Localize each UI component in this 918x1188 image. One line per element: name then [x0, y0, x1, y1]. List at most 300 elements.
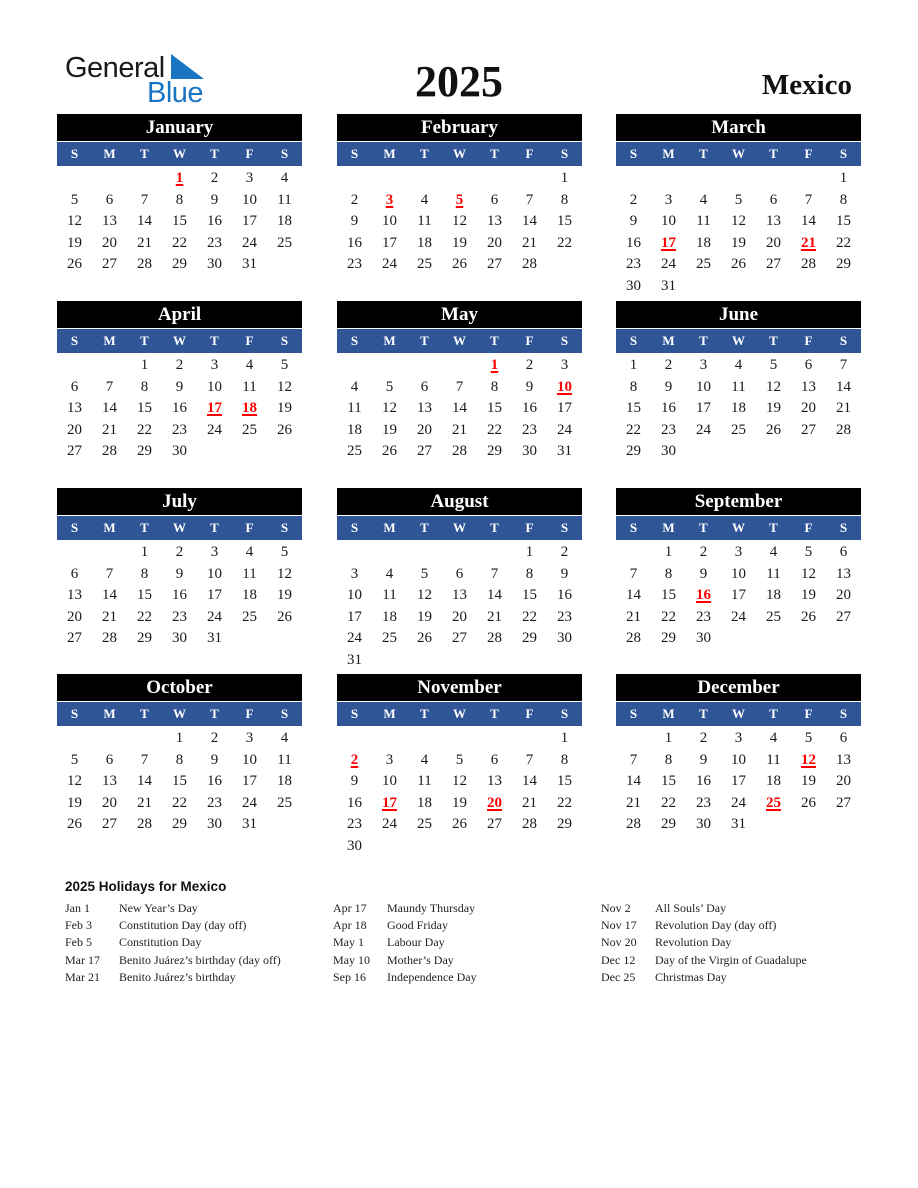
holiday-name: Revolution Day (day off) [655, 918, 777, 933]
day-cell: 23 [172, 421, 187, 438]
day-cell: 9 [350, 773, 359, 790]
day-cell: 19 [67, 794, 82, 811]
day-cell: 7 [490, 565, 499, 582]
day-cell: 17 [242, 213, 257, 230]
holiday-column [65, 900, 281, 986]
day-cell: 22 [557, 234, 572, 251]
day-cell: 25 [242, 421, 257, 438]
weekday-label: T [699, 146, 708, 161]
day-cell: 27 [417, 443, 432, 460]
day-cell: 16 [207, 213, 222, 230]
day-cell: 12 [731, 213, 746, 230]
day-cell: 10 [731, 565, 746, 582]
empty-cell [92, 168, 127, 190]
holiday-day-cell: 10 [557, 378, 572, 395]
day-cell: 6 [490, 191, 499, 208]
day-cell: 25 [417, 816, 432, 833]
day-cell: 27 [102, 256, 117, 273]
day-cell: 25 [242, 608, 257, 625]
month-title: February [337, 114, 582, 141]
day-cell: 18 [347, 421, 362, 438]
day-cell: 13 [801, 378, 816, 395]
holiday-name: Christmas Day [655, 969, 727, 984]
day-cell: 29 [661, 816, 676, 833]
empty-cell [127, 728, 162, 750]
empty-cell [756, 168, 791, 190]
day-cell: 20 [836, 587, 851, 604]
day-cell: 9 [525, 378, 534, 395]
day-cell: 4 [245, 544, 254, 560]
day-cell: 2 [175, 544, 184, 560]
month-title: April [57, 301, 302, 328]
day-cell: 27 [487, 256, 502, 273]
empty-cell [407, 168, 442, 190]
day-cell: 26 [67, 816, 82, 833]
holiday-name: Benito Juárez’s birthday (day off) [119, 952, 281, 967]
holiday-name: Good Friday [387, 918, 448, 933]
day-cell: 10 [382, 773, 397, 790]
day-cell: 3 [350, 565, 359, 582]
day-cell: 14 [522, 773, 537, 790]
day-cell: 19 [277, 587, 292, 604]
weekday-label: S [560, 333, 569, 348]
weekday-label: F [245, 333, 254, 348]
holiday-date: Feb 3 [65, 918, 92, 933]
day-cell: 7 [140, 751, 149, 768]
day-cell: 21 [452, 421, 467, 438]
weekday-label: S [70, 333, 79, 348]
empty-cell [686, 168, 721, 190]
day-cell: 16 [207, 773, 222, 790]
day-cell: 22 [661, 794, 676, 811]
day-cell: 26 [452, 256, 467, 273]
holiday-day-cell: 18 [242, 400, 257, 417]
day-cell: 23 [172, 608, 187, 625]
day-cell: 4 [734, 357, 743, 373]
day-cell: 4 [350, 378, 359, 395]
holiday-day-cell: 3 [385, 191, 394, 208]
day-grid [57, 168, 302, 276]
day-cell: 27 [801, 421, 816, 438]
day-cell: 28 [487, 630, 502, 647]
day-cell: 14 [801, 213, 816, 230]
holiday-row [333, 934, 477, 951]
day-cell: 29 [137, 443, 152, 460]
day-cell: 6 [804, 357, 813, 373]
day-cell: 31 [242, 256, 257, 273]
day-grid [616, 168, 861, 298]
holiday-date: Nov 17 [601, 918, 637, 933]
weekday-label: T [769, 520, 778, 535]
holiday-date: Dec 25 [601, 969, 636, 984]
holiday-row [333, 952, 477, 969]
weekday-label: S [560, 706, 569, 721]
day-cell: 9 [699, 751, 708, 768]
weekday-label: T [210, 146, 219, 161]
day-cell: 24 [242, 794, 257, 811]
day-cell: 6 [105, 751, 114, 768]
day-cell: 13 [487, 213, 502, 230]
month-september [616, 488, 861, 650]
weekday-label: S [629, 520, 638, 535]
day-cell: 22 [487, 421, 502, 438]
day-cell: 16 [557, 587, 572, 604]
weekday-label: T [140, 146, 149, 161]
month-march [616, 114, 861, 298]
day-cell: 14 [522, 213, 537, 230]
holiday-name: Mother’s Day [387, 952, 454, 967]
day-cell: 17 [382, 234, 397, 251]
day-cell: 15 [661, 587, 676, 604]
day-cell: 8 [175, 751, 184, 768]
day-cell: 15 [172, 773, 187, 790]
weekday-label: F [525, 706, 534, 721]
day-cell: 22 [626, 421, 641, 438]
day-cell: 4 [769, 544, 778, 560]
day-cell: 18 [417, 234, 432, 251]
day-cell: 24 [731, 794, 746, 811]
day-cell: 11 [766, 751, 781, 768]
weekday-label: S [629, 146, 638, 161]
day-cell: 5 [420, 565, 429, 582]
day-cell: 25 [731, 421, 746, 438]
day-cell: 22 [172, 234, 187, 251]
day-cell: 18 [766, 773, 781, 790]
holiday-date: Mar 21 [65, 969, 100, 984]
day-cell: 25 [277, 234, 292, 251]
day-cell: 5 [280, 357, 289, 373]
day-cell: 21 [102, 608, 117, 625]
holiday-row [65, 952, 281, 969]
day-grid [57, 728, 302, 836]
day-cell: 7 [804, 191, 813, 208]
holiday-name: Labour Day [387, 935, 445, 950]
day-cell: 24 [696, 421, 711, 438]
day-cell: 21 [137, 234, 152, 251]
day-cell: 30 [557, 630, 572, 647]
day-cell: 13 [487, 773, 502, 790]
day-cell: 12 [67, 773, 82, 790]
day-cell: 27 [836, 608, 851, 625]
day-cell: 26 [67, 256, 82, 273]
day-cell: 1 [629, 357, 638, 373]
day-cell: 10 [242, 191, 257, 208]
holiday-name: Independence Day [387, 969, 477, 984]
day-cell: 3 [245, 730, 254, 746]
day-cell: 30 [207, 816, 222, 833]
day-cell: 10 [242, 751, 257, 768]
holiday-name: Revolution Day [655, 935, 732, 950]
day-cell: 21 [836, 400, 851, 417]
empty-cell [57, 542, 92, 564]
page-title-year: 2025 [415, 57, 503, 106]
weekday-label: T [769, 333, 778, 348]
weekday-label: S [629, 333, 638, 348]
empty-cell [337, 355, 372, 377]
day-cell: 9 [629, 213, 638, 230]
weekday-label: W [173, 146, 186, 161]
day-cell: 26 [417, 630, 432, 647]
holiday-row [65, 900, 281, 917]
weekday-label: S [350, 146, 359, 161]
day-cell: 17 [207, 587, 222, 604]
day-cell: 7 [140, 191, 149, 208]
month-june [616, 301, 861, 463]
empty-cell [372, 355, 407, 377]
weekday-label: S [839, 520, 848, 535]
empty-cell [512, 728, 547, 750]
holiday-date: May 10 [333, 952, 370, 967]
empty-cell [512, 168, 547, 190]
weekday-label: F [525, 333, 534, 348]
weekday-label: W [732, 333, 745, 348]
day-cell: 14 [626, 587, 641, 604]
day-cell: 1 [560, 730, 569, 746]
day-cell: 23 [207, 794, 222, 811]
day-cell: 21 [102, 421, 117, 438]
weekday-label: T [210, 333, 219, 348]
day-cell: 30 [661, 443, 676, 460]
day-cell: 3 [385, 751, 394, 768]
weekday-label: F [804, 146, 813, 161]
day-cell: 19 [731, 234, 746, 251]
weekday-label: T [490, 520, 499, 535]
day-grid [337, 355, 582, 463]
day-cell: 29 [836, 256, 851, 273]
day-cell: 18 [277, 773, 292, 790]
holiday-day-cell: 17 [382, 794, 397, 811]
empty-cell [407, 728, 442, 750]
weekday-label: W [173, 520, 186, 535]
day-cell: 20 [452, 608, 467, 625]
empty-cell [337, 728, 372, 750]
day-cell: 3 [734, 730, 743, 746]
month-july [57, 488, 302, 650]
day-cell: 18 [731, 400, 746, 417]
holiday-date: Apr 18 [333, 918, 367, 933]
day-cell: 8 [140, 565, 149, 582]
day-cell: 16 [626, 234, 641, 251]
day-cell: 11 [277, 751, 292, 768]
day-cell: 20 [487, 234, 502, 251]
empty-cell [372, 728, 407, 750]
day-cell: 24 [382, 816, 397, 833]
day-cell: 6 [70, 378, 79, 395]
day-cell: 12 [277, 565, 292, 582]
holiday-day-cell: 25 [766, 794, 781, 811]
day-cell: 14 [137, 773, 152, 790]
holiday-day-cell: 16 [696, 587, 711, 604]
day-cell: 4 [280, 730, 289, 746]
day-cell: 5 [734, 191, 743, 208]
day-cell: 22 [557, 794, 572, 811]
weekday-label: M [383, 706, 396, 721]
month-title: January [57, 114, 302, 141]
day-cell: 19 [452, 234, 467, 251]
weekday-label: S [280, 706, 289, 721]
empty-cell [477, 168, 512, 190]
holiday-row [333, 917, 477, 934]
day-cell: 15 [557, 213, 572, 230]
day-cell: 27 [67, 630, 82, 647]
weekday-label: W [732, 706, 745, 721]
day-cell: 29 [557, 816, 572, 833]
day-cell: 19 [766, 400, 781, 417]
day-cell: 18 [242, 587, 257, 604]
weekday-label: S [839, 706, 848, 721]
month-may [337, 301, 582, 463]
day-cell: 30 [172, 630, 187, 647]
day-cell: 17 [347, 608, 362, 625]
empty-cell [477, 542, 512, 564]
holiday-day-cell: 17 [207, 400, 222, 417]
day-cell: 16 [696, 773, 711, 790]
day-cell: 17 [731, 587, 746, 604]
day-cell: 5 [455, 751, 464, 768]
weekday-label: M [103, 333, 116, 348]
day-cell: 11 [347, 400, 362, 417]
day-cell: 5 [70, 751, 79, 768]
day-cell: 19 [67, 234, 82, 251]
day-cell: 28 [836, 421, 851, 438]
weekday-label: T [699, 333, 708, 348]
weekday-label: S [839, 333, 848, 348]
weekday-label: S [280, 146, 289, 161]
weekday-label: T [490, 333, 499, 348]
day-cell: 19 [452, 794, 467, 811]
day-cell: 20 [801, 400, 816, 417]
holiday-date: Dec 12 [601, 952, 636, 967]
day-cell: 16 [347, 234, 362, 251]
day-cell: 29 [661, 630, 676, 647]
day-cell: 24 [557, 421, 572, 438]
day-cell: 5 [804, 544, 813, 560]
day-cell: 6 [769, 191, 778, 208]
weekday-label: S [560, 146, 569, 161]
day-cell: 3 [245, 170, 254, 186]
weekday-label: F [245, 520, 254, 535]
weekday-label: S [629, 706, 638, 721]
day-cell: 15 [137, 400, 152, 417]
day-cell: 22 [522, 608, 537, 625]
day-cell: 9 [210, 751, 219, 768]
day-cell: 21 [522, 794, 537, 811]
day-cell: 13 [836, 565, 851, 582]
empty-cell [442, 168, 477, 190]
day-cell: 24 [347, 630, 362, 647]
day-cell: 6 [70, 565, 79, 582]
empty-cell [57, 355, 92, 377]
day-cell: 27 [836, 794, 851, 811]
weekday-label: S [350, 520, 359, 535]
weekday-header [616, 142, 861, 166]
day-cell: 28 [102, 443, 117, 460]
weekday-header [337, 329, 582, 353]
holiday-name: Constitution Day (day off) [119, 918, 247, 933]
day-cell: 11 [382, 587, 397, 604]
weekday-label: T [140, 520, 149, 535]
day-cell: 25 [277, 794, 292, 811]
day-cell: 23 [626, 256, 641, 273]
day-cell: 5 [385, 378, 394, 395]
empty-cell [477, 728, 512, 750]
empty-cell [337, 168, 372, 190]
day-cell: 17 [696, 400, 711, 417]
day-cell: 7 [525, 751, 534, 768]
weekday-label: T [210, 520, 219, 535]
day-cell: 16 [172, 400, 187, 417]
day-cell: 9 [560, 565, 569, 582]
weekday-label: M [103, 146, 116, 161]
weekday-header [57, 142, 302, 166]
day-cell: 28 [801, 256, 816, 273]
weekday-label: W [453, 706, 466, 721]
day-cell: 28 [522, 816, 537, 833]
holiday-name: All Souls’ Day [655, 901, 727, 915]
day-grid [337, 728, 582, 858]
month-april [57, 301, 302, 463]
day-cell: 1 [560, 170, 569, 186]
weekday-label: F [804, 706, 813, 721]
day-cell: 23 [347, 256, 362, 273]
day-cell: 19 [382, 421, 397, 438]
day-cell: 4 [245, 357, 254, 373]
day-cell: 9 [175, 378, 184, 395]
empty-cell [407, 355, 442, 377]
day-cell: 1 [839, 170, 848, 186]
holiday-date: Nov 2 [601, 901, 631, 915]
day-cell: 9 [699, 565, 708, 582]
day-cell: 12 [801, 565, 816, 582]
day-cell: 6 [455, 565, 464, 582]
day-cell: 10 [731, 751, 746, 768]
empty-cell [372, 168, 407, 190]
empty-cell [442, 728, 477, 750]
day-cell: 5 [70, 191, 79, 208]
day-cell: 2 [629, 191, 638, 208]
day-cell: 15 [557, 773, 572, 790]
empty-cell [442, 542, 477, 564]
weekday-label: T [769, 706, 778, 721]
weekday-label: T [420, 706, 429, 721]
day-cell: 10 [696, 378, 711, 395]
day-cell: 16 [661, 400, 676, 417]
holiday-date: Nov 20 [601, 935, 637, 950]
day-cell: 20 [836, 773, 851, 790]
day-cell: 26 [731, 256, 746, 273]
holiday-date: Mar 17 [65, 952, 100, 967]
month-november [337, 674, 582, 858]
day-cell: 20 [766, 234, 781, 251]
day-cell: 22 [836, 234, 851, 251]
day-cell: 7 [629, 751, 638, 768]
weekday-label: T [140, 706, 149, 721]
holiday-row [601, 952, 807, 969]
day-cell: 24 [382, 256, 397, 273]
day-cell: 5 [280, 544, 289, 560]
day-cell: 14 [102, 587, 117, 604]
day-cell: 31 [731, 816, 746, 833]
day-cell: 12 [452, 773, 467, 790]
weekday-label: S [350, 333, 359, 348]
day-cell: 29 [137, 630, 152, 647]
day-cell: 29 [172, 256, 187, 273]
empty-cell [92, 355, 127, 377]
day-cell: 30 [696, 816, 711, 833]
day-cell: 3 [664, 191, 673, 208]
day-cell: 6 [105, 191, 114, 208]
day-cell: 20 [417, 421, 432, 438]
